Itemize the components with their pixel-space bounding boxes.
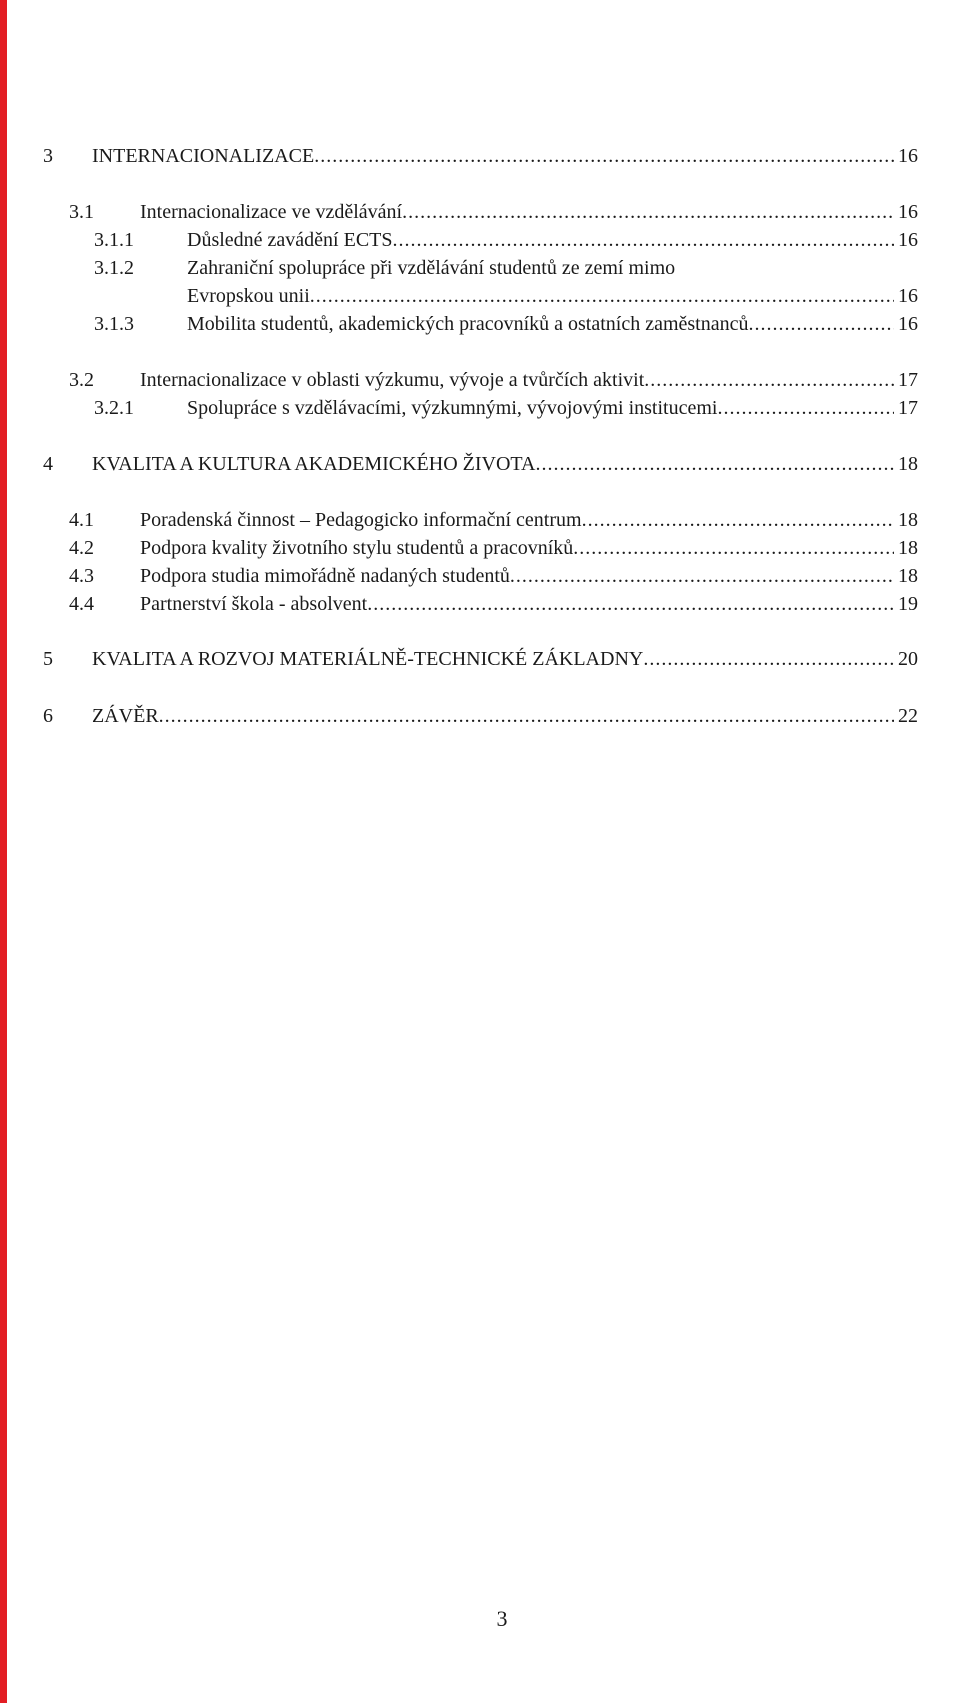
toc-entry-number: 4.2	[69, 537, 94, 559]
toc-entry-number: 3.1.3	[94, 313, 134, 335]
toc-entry-6[interactable]	[0, 702, 960, 730]
toc-entry-3-2[interactable]	[0, 366, 960, 394]
dot-leader	[402, 198, 894, 226]
toc-entry-row	[140, 366, 918, 394]
toc-entry-page: 18	[898, 509, 918, 531]
toc-entry-page: 16	[898, 285, 918, 307]
toc-entry-row	[187, 310, 918, 338]
dot-leader	[314, 142, 894, 170]
toc-entry-5[interactable]	[0, 645, 960, 673]
toc-entry-number: 4.1	[69, 509, 94, 531]
toc-entry-title: Podpora kvality životního stylu studentů a pracovníků	[140, 537, 574, 559]
toc-entry-3-1[interactable]	[0, 198, 960, 226]
toc-entry-number: 3.1.2	[94, 257, 134, 279]
toc-entry-3-2-1[interactable]	[0, 394, 960, 422]
toc-entry-4-1[interactable]	[0, 506, 960, 534]
toc-entry-page: 18	[898, 537, 918, 559]
dot-leader	[643, 645, 894, 673]
toc-entry-number: 6	[43, 705, 53, 727]
toc-entry-page: 16	[898, 201, 918, 223]
dot-leader	[310, 282, 894, 310]
toc-entry-title: Evropskou unii	[187, 285, 310, 307]
dot-leader	[393, 226, 895, 254]
toc-entry-number: 4.4	[69, 593, 94, 615]
toc-entry-page: 17	[898, 369, 918, 391]
toc-entry-3[interactable]	[0, 142, 960, 170]
toc-entry-page: 19	[898, 593, 918, 615]
dot-leader	[582, 506, 894, 534]
dot-leader	[644, 366, 894, 394]
toc-entry-row	[187, 226, 918, 254]
toc-entry-number: 3.1	[69, 201, 94, 223]
toc-entry-row	[92, 702, 918, 730]
toc-entry-4[interactable]	[0, 450, 960, 478]
toc-entry-title: INTERNACIONALIZACE	[92, 145, 315, 167]
toc-entry-number: 5	[43, 648, 53, 670]
toc-entry-page: 18	[898, 565, 918, 587]
toc-entry-row	[187, 394, 918, 422]
dot-leader	[535, 450, 894, 478]
toc-entry-title: KVALITA A KULTURA AKADEMICKÉHO ŽIVOTA	[92, 453, 536, 475]
dot-leader	[367, 590, 894, 618]
toc-entry-page: 18	[898, 453, 918, 475]
toc-entry-page: 16	[898, 313, 918, 335]
toc-entry-number: 4.3	[69, 565, 94, 587]
dot-leader	[573, 534, 894, 562]
toc-entry-row	[187, 282, 918, 310]
dot-leader	[510, 562, 894, 590]
toc-entry-title: Podpora studia mimořádně nadaných studentů	[140, 565, 510, 587]
toc-entry-row	[92, 645, 918, 673]
toc-entry-number: 3.2	[69, 369, 94, 391]
toc-entry-page: 22	[898, 705, 918, 727]
toc-entry-4-2[interactable]	[0, 534, 960, 562]
toc-entry-number: 3.1.1	[94, 229, 134, 251]
toc-entry-3-1-1[interactable]	[0, 226, 960, 254]
toc-entry-row	[140, 562, 918, 590]
dot-leader	[717, 394, 894, 422]
toc-entry-title: Internacionalizace v oblasti výzkumu, vývoje a tvůrčích aktivit	[140, 369, 645, 391]
toc-entry-row	[140, 506, 918, 534]
toc-entry-row	[140, 198, 918, 226]
toc-entry-3-1-2[interactable]	[0, 254, 960, 282]
toc-entry-3-1-3[interactable]	[0, 310, 960, 338]
toc-entry-title: ZÁVĚR	[92, 705, 159, 727]
toc-entry-page: 16	[898, 229, 918, 251]
toc-entry-page: 20	[898, 648, 918, 670]
toc-entry-page: 16	[898, 145, 918, 167]
toc-entry-title: Partnerství škola - absolvent	[140, 593, 368, 615]
toc-entry-title: KVALITA A ROZVOJ MATERIÁLNĚ-TECHNICKÉ ZÁKLADNY	[92, 648, 644, 670]
toc-entry-number: 4	[43, 453, 53, 475]
page-number: 3	[496, 1606, 508, 1631]
toc-entry-row	[140, 534, 918, 562]
toc-entry-number: 3	[43, 145, 53, 167]
toc-entry-row	[92, 142, 918, 170]
toc-entry-row	[92, 450, 918, 478]
toc-entry-row	[140, 590, 918, 618]
toc-entry-3-1-2-continued[interactable]	[0, 282, 960, 310]
toc-entry-title: Poradenská činnost – Pedagogicko informační centrum	[140, 509, 582, 531]
toc-entry-title: Spolupráce s vzdělávacími, výzkumnými, vývojovými institucemi	[187, 397, 718, 419]
toc-entry-title: Internacionalizace ve vzdělávání	[140, 201, 403, 223]
dot-leader	[159, 702, 894, 730]
toc-entry-title: Mobilita studentů, akademických pracovníků a ostatních zaměstnanců	[187, 313, 749, 335]
toc-entry-title: Zahraniční spolupráce při vzdělávání studentů ze zemí mimo	[187, 257, 676, 279]
toc-entry-4-4[interactable]	[0, 590, 960, 618]
dot-leader	[749, 310, 895, 338]
toc-entry-4-3[interactable]	[0, 562, 960, 590]
toc-entry-number: 3.2.1	[94, 397, 134, 419]
toc-entry-title: Důsledné zavádění ECTS	[187, 229, 393, 251]
toc-entry-page: 17	[898, 397, 918, 419]
